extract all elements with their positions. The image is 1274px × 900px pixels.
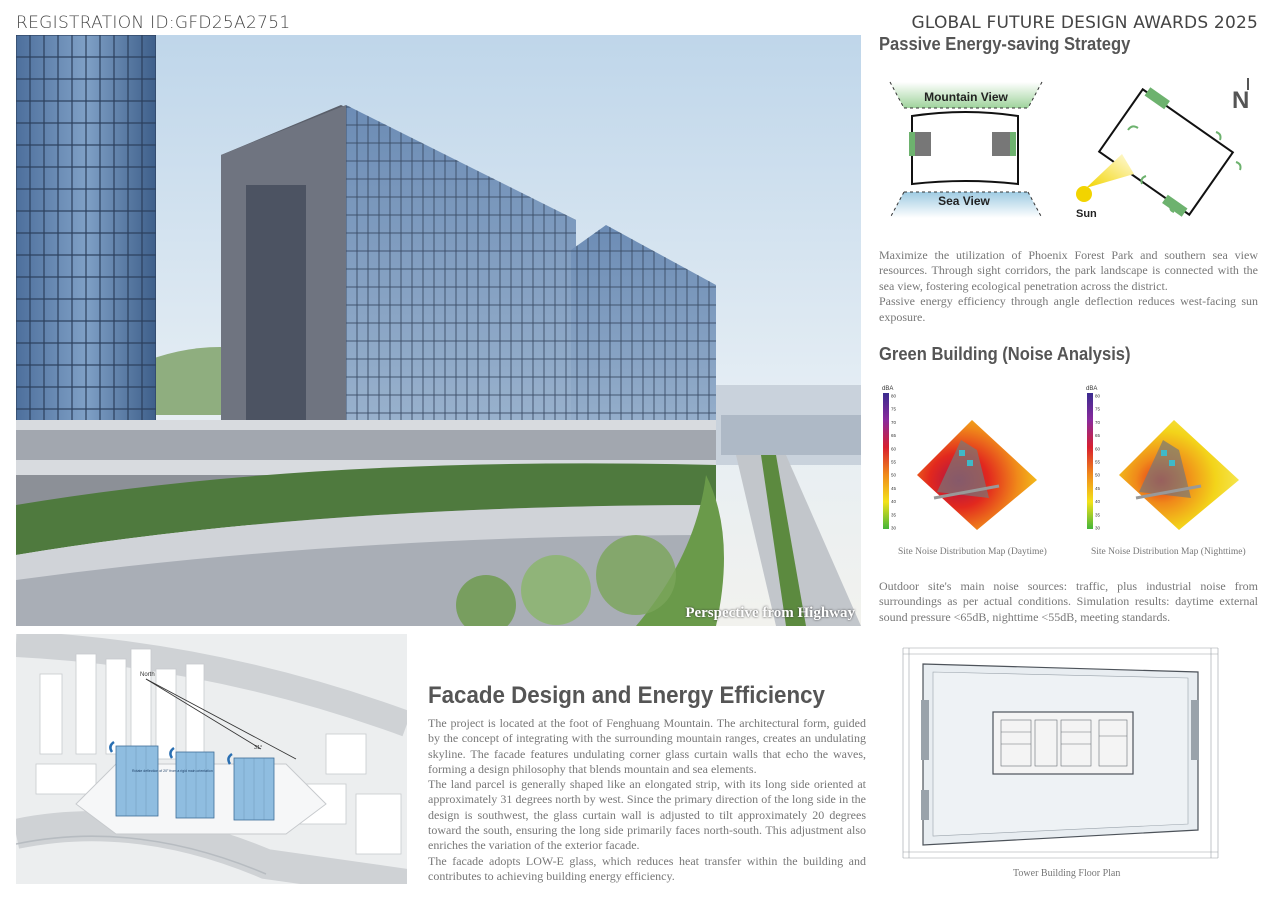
scale-bar-night (1087, 393, 1093, 529)
building-roof-day-1 (959, 450, 965, 456)
passive-paragraph-2: Passive energy efficiency through angle deflection reduces west-facing sun exposure. (879, 294, 1258, 324)
green-building-title: Green Building (Noise Analysis) (879, 344, 1131, 364)
scale-tick-label: 35 (1095, 512, 1101, 518)
scale-unit-night: dBA (1086, 386, 1098, 392)
sun-label: Sun (1076, 208, 1097, 220)
scale-tick-label: 70 (891, 419, 897, 425)
noise-map-daytime-svg (879, 380, 1064, 540)
site-north-label: North (140, 672, 155, 678)
scale-bar-day (883, 393, 889, 529)
facade-paragraph-1: The project is located at the foot of Fenghuang Mountain. The architectural form, guided by the concept of integrating with the surrounding mountain ranges, creates an undulating skyline. The facade features undulating corner glass curtain walls that echo the waves, forming a design philosophy that blends mountain and sea elements. (428, 716, 866, 776)
passive-diagram-svg (876, 70, 1266, 230)
scale-tick-label: 55 (891, 459, 897, 465)
facade-paragraph-2: The land parcel is generally shaped like an elongated strip, with its long side oriented at approximately 31 degrees north by west. Since the primary direction of the long side in the design is southwest, the glass curtain wall is adjusted to tilt approximately 20 degrees toward the south, ensuring the long side primarily faces north-south. This adjustment also enriches the variation of the exterior facade. (428, 777, 866, 853)
arc-2 (1216, 132, 1221, 140)
rotated-building (1096, 84, 1237, 219)
facade-paragraph-3: The facade adopts LOW-E glass, which reduces heat transfer within the building and contributes to achieving building energy efficiency. (428, 853, 866, 883)
hero-rendering (16, 35, 861, 626)
sea-view-label: Sea View (938, 194, 990, 208)
scale-tick-label: 30 (891, 525, 897, 531)
scale-tick-label: 70 (1095, 419, 1101, 425)
passive-strategy-text (879, 248, 1258, 325)
rotation-note-label: Rotate deflection of 20° from a rigid main orientation (132, 769, 213, 773)
noise-caption-day: Site Noise Distribution Map (Daytime) (898, 547, 1047, 557)
north-arrow-icon (1232, 78, 1249, 114)
building-roof-night-1 (1161, 450, 1167, 456)
scale-tick-label: 40 (891, 499, 897, 505)
window-left (909, 132, 915, 156)
scale-tick-label: 45 (1095, 485, 1101, 491)
north-arrow-label: N (1232, 87, 1250, 114)
scale-tick-label: 80 (1095, 393, 1101, 399)
scale-tick-label: 45 (891, 485, 897, 491)
core (993, 712, 1133, 774)
scale-tick-label: 30 (1095, 525, 1101, 531)
scale-ticks-night (1095, 394, 1101, 531)
tower-floor-plan (893, 640, 1228, 865)
scale-tick-label: 60 (1095, 446, 1101, 452)
tower-floor-plan-svg (893, 640, 1228, 865)
scale-tick-label: 55 (1095, 459, 1101, 465)
noise-map-nighttime-svg (1083, 380, 1263, 540)
sun-icon (1076, 186, 1092, 202)
floor-plan-caption: Tower Building Floor Plan (1013, 868, 1121, 879)
scale-tick-label: 80 (891, 393, 897, 399)
hero-illustration (16, 35, 861, 626)
scale-tick-label: 40 (1095, 499, 1101, 505)
registration-id: REGISTRATION ID:GFD25A2751 (16, 13, 291, 33)
site-axonometric (16, 634, 407, 884)
scale-tick-label: 75 (1095, 406, 1101, 412)
scale-unit-day: dBA (882, 386, 894, 392)
hero-caption: Perspective from Highway (685, 605, 855, 621)
passive-paragraph-1: Maximize the utilization of Phoenix Forest Park and southern sea view resources. Through sight corridors, the park landscape is connected with the sea view, fostering ecological penetration across the district. (879, 248, 1258, 293)
passive-strategy-title: Passive Energy-saving Strategy (879, 34, 1131, 54)
noise-map-nighttime (1083, 380, 1263, 540)
building-roof-night-2 (1169, 460, 1175, 466)
scale-tick-label: 75 (891, 406, 897, 412)
scale-tick-label: 50 (1095, 472, 1101, 478)
site-axonometric-svg (16, 634, 407, 884)
award-title: GLOBAL FUTURE DESIGN AWARDS 2025 (911, 13, 1258, 33)
noise-analysis-text: Outdoor site's main noise sources: traffic, plus industrial noise from surroundings as per actual conditions. Simulation results: daytime external sound pressure <65dB, nighttime <55dB, meeting standards. (879, 579, 1258, 624)
noise-caption-night: Site Noise Distribution Map (Nighttime) (1091, 547, 1246, 557)
facade-design-title: Facade Design and Energy Efficiency (428, 682, 825, 709)
facade-design-text (428, 716, 866, 884)
scale-ticks-day (891, 394, 897, 531)
noise-map-daytime (879, 380, 1064, 540)
building-roof-day-2 (967, 460, 973, 466)
arc-3 (1236, 162, 1241, 170)
scale-tick-label: 60 (891, 446, 897, 452)
scale-tick-label: 65 (1095, 433, 1101, 439)
window-right (1010, 132, 1016, 156)
passive-strategy-diagram (876, 70, 1266, 230)
site-angle-label: 31° (254, 745, 263, 751)
scale-tick-label: 35 (891, 512, 897, 518)
mountain-view-label: Mountain View (924, 90, 1008, 104)
scale-tick-label: 50 (891, 472, 897, 478)
scale-tick-label: 65 (891, 433, 897, 439)
